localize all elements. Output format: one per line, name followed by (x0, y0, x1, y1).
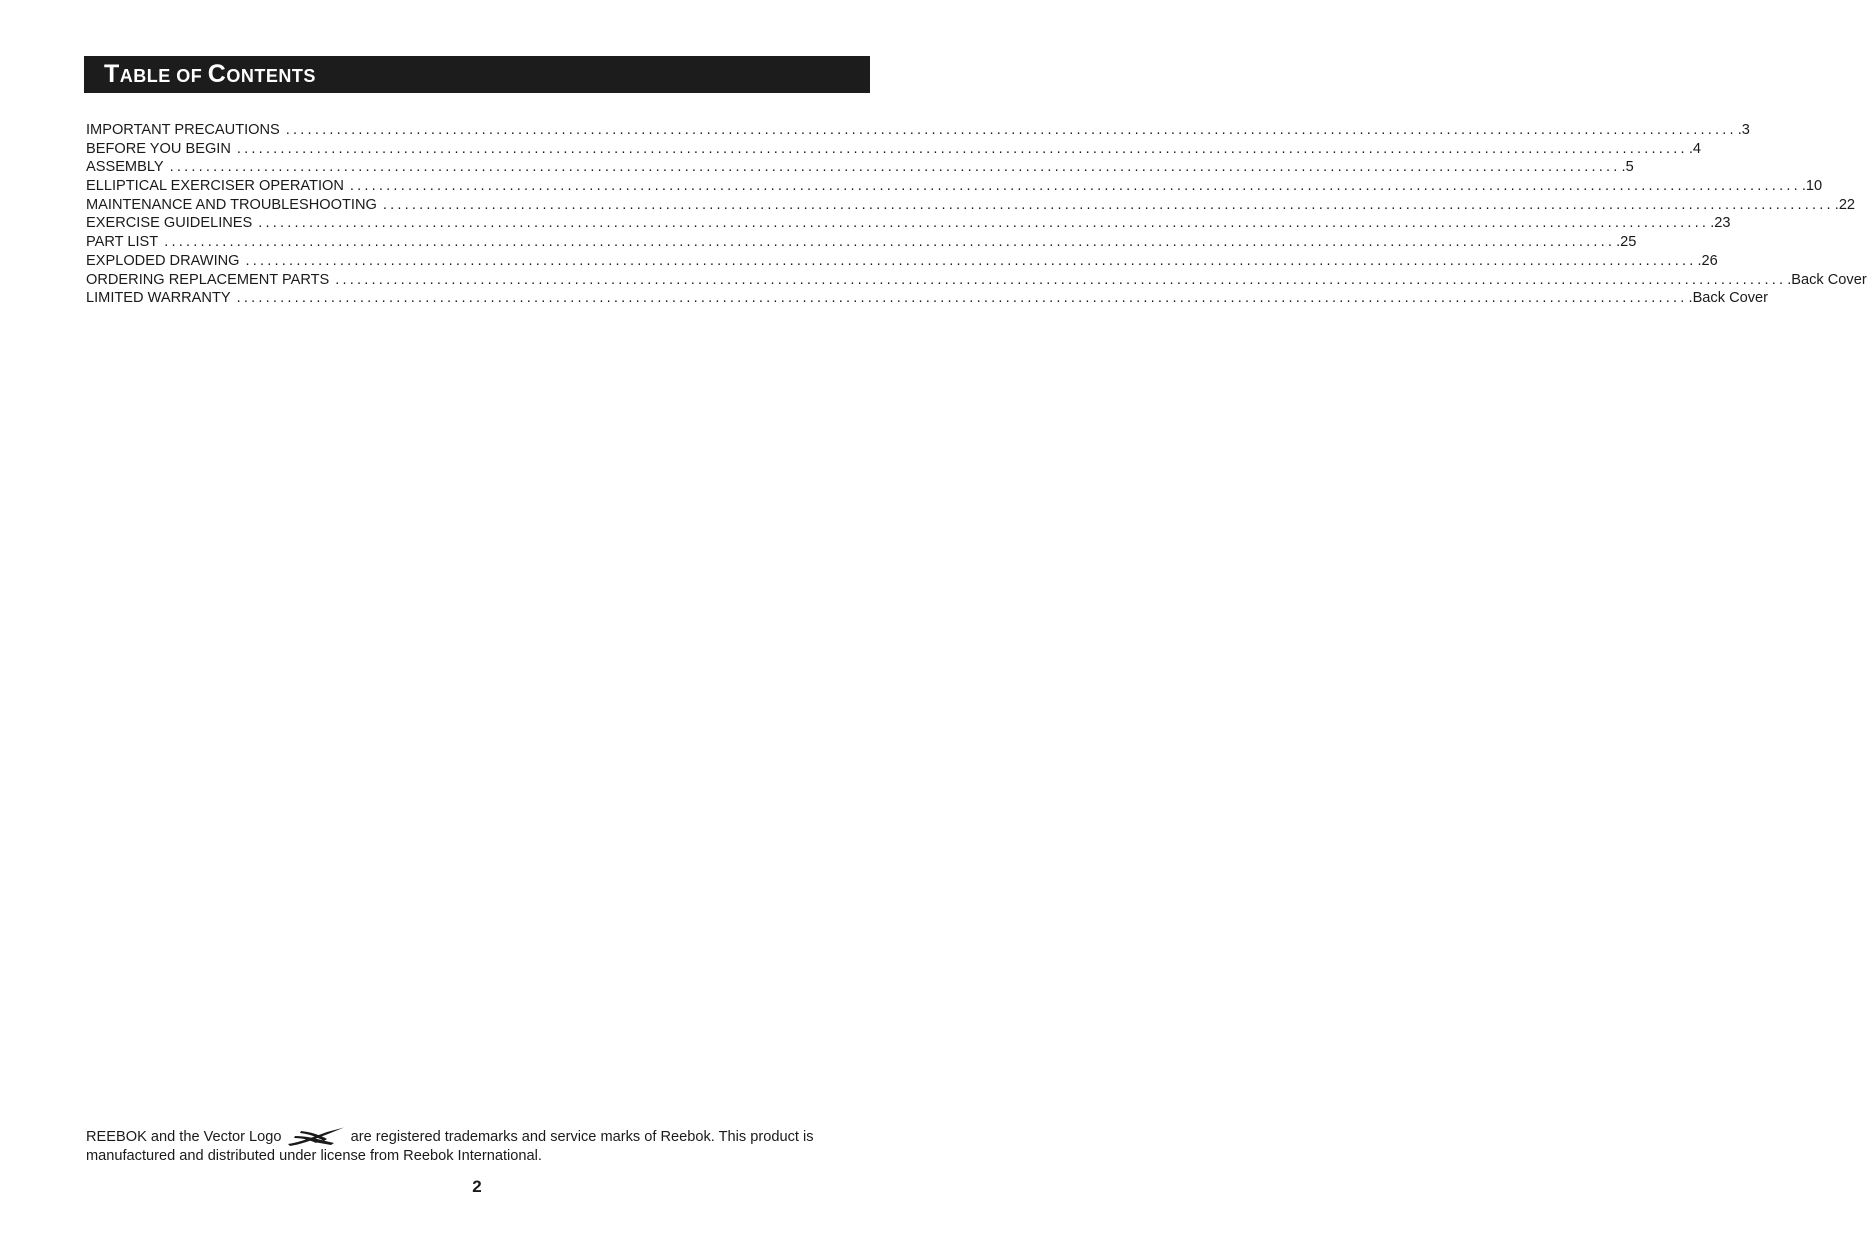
toc-entry-page: .25 (1616, 234, 1637, 251)
page-title (104, 62, 316, 87)
title-bar (84, 56, 870, 93)
title-word-1: ABLE OF (119, 66, 203, 86)
toc-entry-label: ASSEMBLY (86, 159, 164, 176)
toc-leader-dots: ........................................................................................................................................................................................................ (382, 196, 1834, 213)
toc-entry-label: IMPORTANT PRECAUTIONS (86, 122, 280, 138)
toc-entry-page: .Back Cover (1688, 290, 1768, 307)
toc-leader-dots: ........................................................................................................................................................................................................ (169, 159, 1621, 176)
toc-entry-label: MAINTENANCE AND TROUBLESHOOTING (86, 196, 377, 213)
toc-entry-label: LIMITED WARRANTY (86, 290, 231, 307)
toc-entry[interactable] (86, 252, 1718, 271)
table-of-contents (86, 121, 1867, 308)
toc-entry-label: PART LIST (86, 234, 159, 251)
toc-entry-page: .22 (1834, 196, 1856, 213)
toc-entry-label: ORDERING REPLACEMENT PARTS (86, 271, 330, 288)
title-initial-1: T (104, 60, 120, 88)
toc-leader-dots: ........................................................................................................................................................................................................ (236, 140, 1688, 157)
toc-leader-dots: ........................................................................................................................................................................................................ (245, 252, 1697, 269)
toc-entry-page: .23 (1710, 215, 1731, 232)
title-initial-2: C (207, 60, 227, 88)
toc-entry[interactable] (86, 214, 1731, 233)
toc-entry-label: BEFORE YOU BEGIN (86, 140, 231, 157)
toc-leader-dots: ........................................................................................................................................................................................................ (335, 271, 1787, 288)
toc-entry-label: EXPLODED DRAWING (86, 252, 240, 269)
toc-leader-dots: ........................................................................................................................................................................................................ (164, 234, 1616, 251)
toc-entry[interactable] (86, 177, 1823, 196)
toc-entry-page: .10 (1801, 178, 1823, 195)
toc-entry-page: .5 (1621, 159, 1634, 176)
toc-entry[interactable] (86, 271, 1867, 290)
toc-entry[interactable] (86, 196, 1856, 215)
toc-entry[interactable] (86, 233, 1637, 252)
trademark-notice (86, 1127, 876, 1166)
toc-leader-dots: ........................................................................................................................................................................................................ (285, 122, 1737, 138)
toc-leader-dots: ........................................................................................................................................................................................................ (349, 178, 1801, 195)
page-number: 2 (472, 1177, 482, 1196)
toc-leader-dots: ........................................................................................................................................................................................................ (258, 215, 1710, 232)
toc-entry-page: .26 (1697, 252, 1718, 269)
toc-entry[interactable] (86, 158, 1634, 177)
toc-leader-dots: ........................................................................................................................................................................................................ (236, 290, 1688, 307)
toc-entry[interactable] (86, 121, 1750, 140)
title-word-2: ONTENTS (226, 66, 316, 86)
toc-entry-label: EXERCISE GUIDELINES (86, 215, 253, 232)
trademark-text-start: REEBOK and the Vector Logo (86, 1129, 282, 1145)
toc-entry-page: .3 (1737, 122, 1750, 138)
trademark-text-end: are registered trademarks and service marks of Reebok. This product is manufactured and distributed under license from Reebok International. (86, 1129, 814, 1164)
reebok-vector-logo-icon (287, 1127, 345, 1147)
toc-entry-page: .4 (1688, 140, 1701, 157)
toc-entry-page: .Back Cover (1787, 271, 1867, 288)
toc-entry[interactable] (86, 289, 1768, 308)
toc-entry[interactable] (86, 140, 1701, 159)
toc-entry-label: ELLIPTICAL EXERCISER OPERATION (86, 178, 344, 195)
